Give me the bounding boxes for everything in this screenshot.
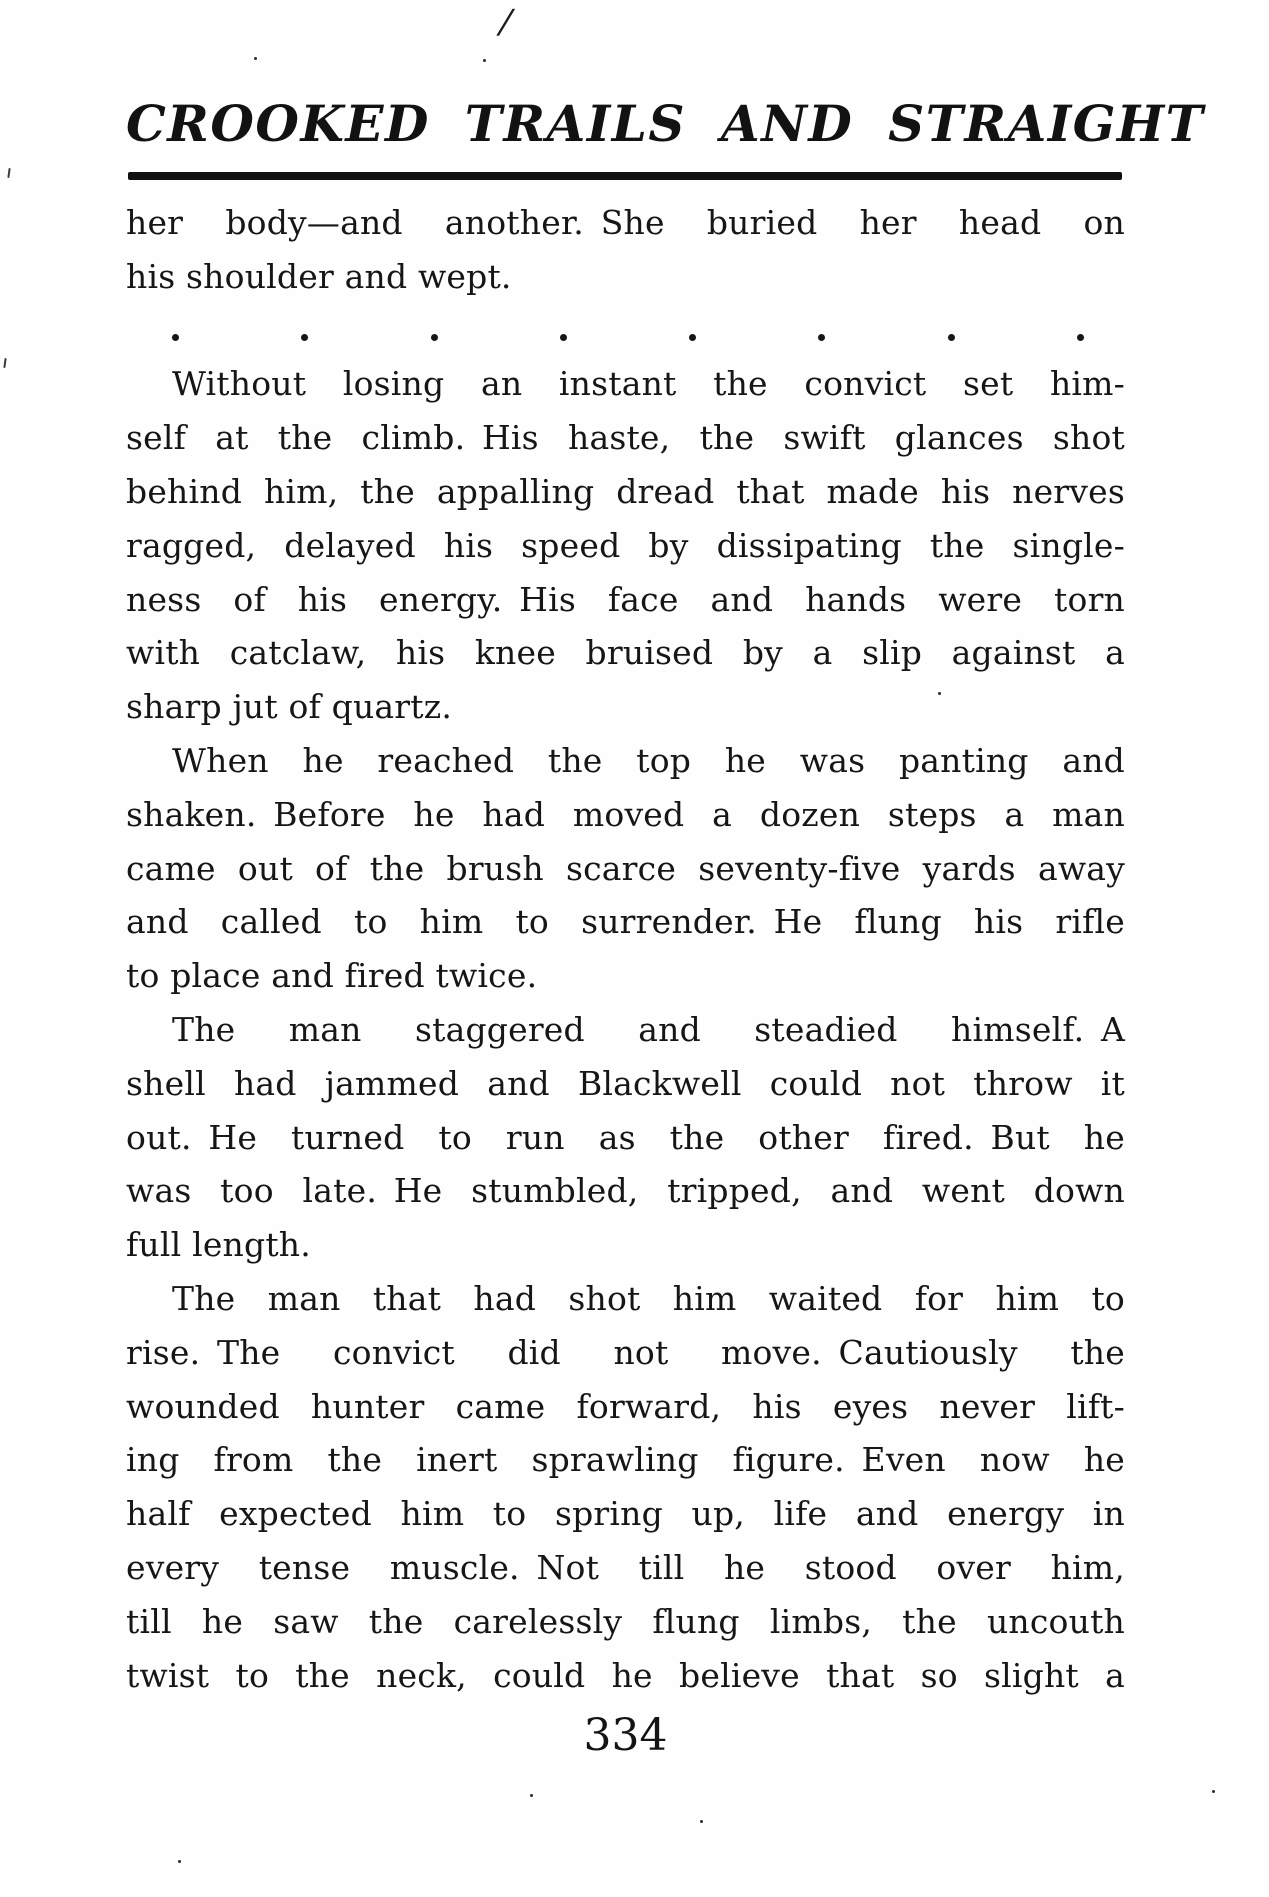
text-line: Without losing an instant the convict set him-: [172, 364, 1125, 404]
scan-speck: [178, 1860, 181, 1863]
scan-speck: [1212, 1790, 1215, 1793]
separator-dot: [172, 334, 179, 341]
text-line: The man staggered and steadied himself. A: [172, 1009, 1125, 1049]
separator-dot: [689, 334, 696, 341]
scan-speck: [254, 57, 257, 60]
section-break-dots: [126, 311, 1084, 365]
text-line: out. He turned to run as the other fired. But he: [126, 1117, 1125, 1157]
text-line: came out of the brush scarce seventy-five yards away: [126, 848, 1125, 888]
text-line: self at the climb. His haste, the swift glances shot: [126, 418, 1125, 458]
text-line: ragged, delayed his speed by dissipating the single-: [126, 525, 1125, 565]
separator-dot: [948, 334, 955, 341]
text-line: ing from the inert sprawling figure. Even now he: [126, 1440, 1125, 1480]
text-line: to place and fired twice.: [126, 956, 538, 996]
separator-dot: [1077, 334, 1084, 341]
running-header: CROOKED TRAILS AND STRAIGHT: [126, 94, 1205, 153]
text-line: behind him, the appalling dread that made his nerves: [126, 471, 1125, 511]
text-line: with catclaw, his knee bruised by a slip against a: [126, 633, 1125, 673]
text-line: rise. The convict did not move. Cautiously the: [126, 1332, 1125, 1372]
scan-speck: [483, 59, 486, 62]
text-line: every tense muscle. Not till he stood over him,: [126, 1547, 1125, 1587]
text-line: shaken. Before he had moved a dozen steps a man: [126, 794, 1125, 834]
text-line: ness of his energy. His face and hands were torn: [126, 579, 1125, 619]
text-line: When he reached the top he was panting and: [172, 740, 1125, 780]
scan-speck: [530, 1794, 533, 1797]
scan-tick: [7, 168, 10, 178]
text-line: was too late. He stumbled, tripped, and went down: [126, 1171, 1125, 1211]
text-line: full length.: [126, 1225, 311, 1265]
separator-dot: [818, 334, 825, 341]
text-line: his shoulder and wept.: [126, 256, 512, 296]
page-number: 334: [583, 1710, 668, 1761]
scan-speck: [938, 692, 941, 695]
text-line: till he saw the carelessly flung limbs, the uncouth: [126, 1601, 1125, 1641]
text-line: sharp jut of quartz.: [126, 687, 453, 727]
text-line: twist to the neck, could he believe that so slight a: [126, 1655, 1125, 1695]
text-line: The man that had shot him waited for him to: [172, 1278, 1125, 1318]
header-rule: [128, 172, 1122, 180]
separator-dot: [301, 334, 308, 341]
text-block: [126, 196, 1125, 1702]
text-line: and called to him to surrender. He flung his rifle: [126, 902, 1125, 942]
separator-dot: [560, 334, 567, 341]
text-line: wounded hunter came forward, his eyes never lift-: [126, 1386, 1125, 1426]
separator-dot: [431, 334, 438, 341]
scan-artifact-slash: /: [498, 1, 513, 43]
scan-speck: [700, 1820, 703, 1823]
text-line: half expected him to spring up, life and energy in: [126, 1494, 1125, 1534]
text-line: shell had jammed and Blackwell could not throw it: [126, 1063, 1125, 1103]
text-line: her body—and another. She buried her head on: [126, 203, 1125, 242]
scan-tick: [3, 358, 6, 368]
